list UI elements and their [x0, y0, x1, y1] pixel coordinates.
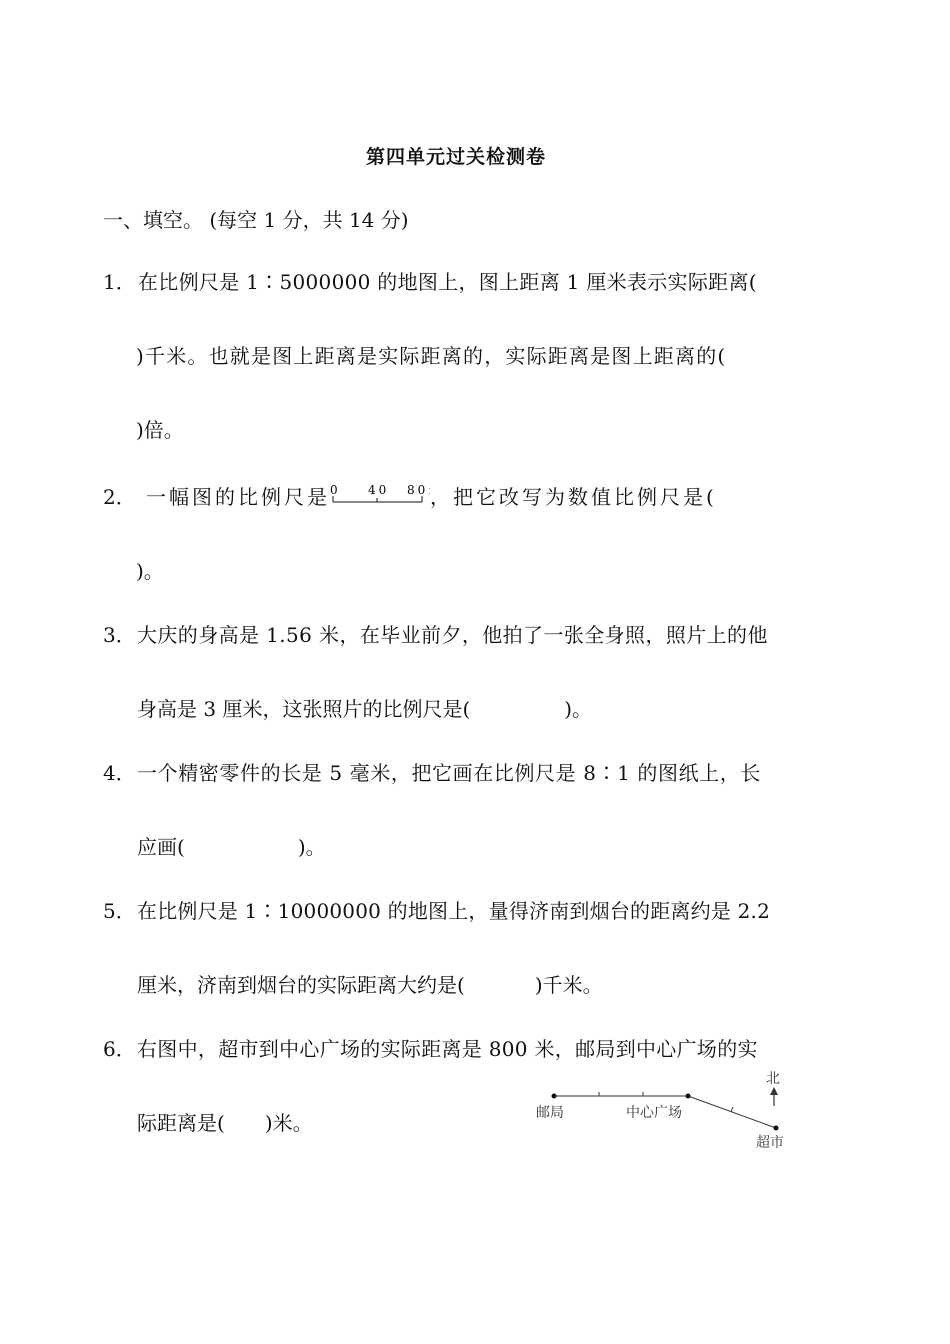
scale-tick-80: 80 [407, 483, 429, 497]
question-2-text-pre: 一幅图的比例尺是 [146, 485, 330, 509]
question-2-line-2: )。 [136, 559, 164, 583]
question-3-line-2 [137, 693, 592, 722]
plaza-marker [686, 1094, 691, 1099]
page-title: 第四单元过关检测卷 [365, 146, 546, 168]
question-3-number: 3． [103, 623, 136, 647]
question-6-text-end: )米。 [264, 1111, 313, 1135]
question-6-number: 6． [103, 1037, 136, 1061]
question-3-text-end: )。 [564, 697, 593, 721]
question-4-text-end: )。 [297, 835, 326, 859]
question-2-line-1 [146, 481, 717, 515]
question-4-line-2 [137, 831, 326, 860]
question-4-line-1: 一个精密零件的长是 5 毫米，把它画在比例尺是 8∶1 的图纸上，长 [137, 761, 762, 785]
question-1-line-3: )倍。 [136, 418, 184, 442]
question-6-line-2 [137, 1107, 313, 1136]
question-1-line-1: 在比例尺是 1∶5000000 的地图上，图上距离 1 厘米表示实际距离( [138, 270, 757, 294]
post-office-marker [552, 1094, 557, 1099]
label-post-office: 邮局 [536, 1105, 564, 1121]
question-5-line-2 [137, 969, 603, 998]
scale-tick-0: 0 [330, 483, 341, 497]
label-plaza: 中心广场 [626, 1105, 682, 1121]
question-1-line-2: )千米。也就是图上距离是实际距离的，实际距离是图上距离的( [136, 344, 727, 368]
question-4-text: 应画( [137, 835, 185, 859]
scale-tick-40: 40 [368, 483, 390, 497]
map-diagram [530, 1065, 800, 1160]
question-5-text-end: )千米。 [534, 973, 603, 997]
question-4-number: 4． [103, 761, 136, 785]
question-5-line-1: 在比例尺是 1∶10000000 的地图上，量得济南到烟台的距离约是 2.2 [137, 899, 770, 923]
line-scale-bar [330, 482, 430, 515]
question-6-text: 际距离是( [137, 1111, 225, 1135]
label-north: 北 [766, 1071, 780, 1087]
question-3-text: 身高是 3 厘米，这张照片的比例尺是( [137, 697, 471, 721]
question-3-line-1: 大庆的身高是 1.56 米，在毕业前夕，他拍了一张全身照，照片上的他 [137, 623, 768, 647]
section-heading: 一、填空。 (每空 1 分，共 14 分) [103, 208, 409, 232]
question-6-line-1: 右图中，超市到中心广场的实际距离是 800 米，邮局到中心广场的实 [137, 1037, 758, 1061]
question-2-text-post: ，把它改写为数值比例尺是( [430, 485, 717, 509]
label-market: 超市 [756, 1135, 784, 1151]
market-marker [774, 1126, 779, 1131]
question-2-number: 2． [103, 485, 136, 509]
question-5-number: 5． [103, 899, 136, 923]
question-1-number: 1． [103, 270, 136, 294]
question-5-text: 厘米，济南到烟台的实际距离大约是( [137, 973, 465, 997]
